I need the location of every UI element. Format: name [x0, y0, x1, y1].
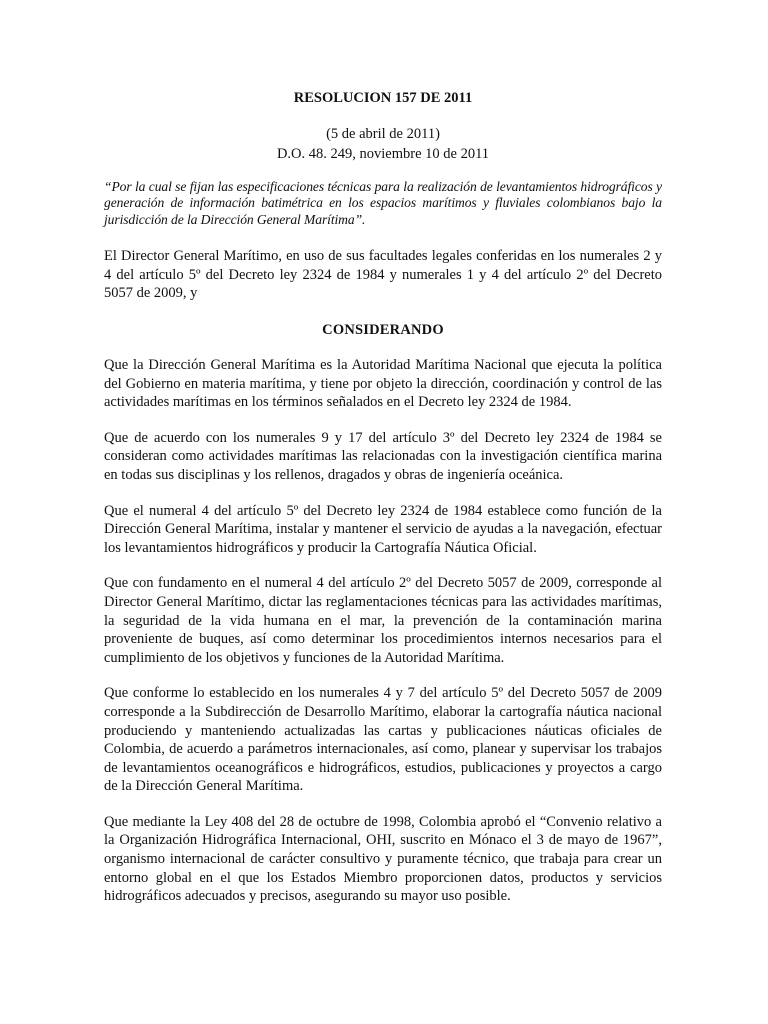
considerando-paragraph: Que el numeral 4 del artículo 5º del Decreto ley 2324 de 1984 establece como función de la Dirección General Marítima, instalar y mantener el servicio de ayudas a la navegación, efectuar los levantamientos hidrográficos y producir la Cartografía Náutica Oficial.	[104, 502, 662, 556]
considerando-paragraph: Que con fundamento en el numeral 4 del artículo 2º del Decreto 5057 de 2009, corresponde al Director General Marítimo, dictar las reglamentaciones técnicas para las actividades marítimas, la seguridad de la vida humana en el mar, la prevención de la contaminación marina proveniente de buques, así como determinar los procedimientos internos necesarios para el cumplimiento de los objetivos y funciones de la Autoridad Marítima.	[104, 575, 662, 666]
considerando-heading: CONSIDERANDO	[322, 322, 444, 338]
resolution-date: (5 de abril de 2011)	[326, 126, 440, 142]
intro-paragraph: El Director General Marítimo, en uso de sus facultades legales conferidas en los numerales 2 y 4 del artículo 5º del Decreto ley 2324 de 1984 y numerales 1 y 4 del artículo 2º del Decreto 5057 de 2009, y	[104, 248, 662, 302]
gazette-reference: D.O. 48. 249, noviembre 10 de 2011	[276, 146, 490, 162]
considerando-paragraph: Que de acuerdo con los numerales 9 y 17 del artículo 3º del Decreto ley 2324 de 1984 se consideran como actividades marítimas las relacionadas con la investigación científica marina en todas sus disciplinas y los rellenos, dragados y obras de ingeniería oceánica.	[104, 429, 662, 483]
considerando-paragraph: Que mediante la Ley 408 del 28 de octubre de 1998, Colombia aprobó el “Convenio relativo a la Organización Hidrográfica Internacional, OHI, suscrito en Mónaco el 3 de mayo de 1967”, organismo internacional de carácter consultivo y puramente técnico, que trabaja para crear un entorno global en el que los Estados Miembro proporcionen datos, productos y servicios hidrográficos adecuados y precisos, asegurando su mayor uso posible.	[104, 813, 662, 905]
resolution-title: RESOLUCION 157 DE 2011	[293, 90, 473, 106]
date-block	[104, 124, 662, 164]
considerando-paragraph: Que conforme lo establecido en los numerales 4 y 7 del artículo 5º del Decreto 5057 de 2009 corresponde a la Subdirección de Desarrollo Marítimo, elaborar la cartografía náutica nacional produciendo y manteniendo actualizadas las cartas y publicaciones náuticas oficiales de Colombia, de acuerdo a parámetros internacionales, así como, planear y supervisar los trabajos de levantamientos oceanográficos e hidrográficos, estudios, publicaciones y proyectos a cargo de la Dirección General Marítima.	[104, 685, 662, 795]
resolution-subject: “Por la cual se fijan las especificaciones técnicas para la realización de levantamientos hidrográficos y generación de información batimétrica en los espacios marítimos y fluviales colombianos bajo la jurisdicción de la Dirección General Marítima”.	[104, 179, 662, 227]
considerando-paragraph: Que la Dirección General Marítima es la Autoridad Marítima Nacional que ejecuta la política del Gobierno en materia marítima, y tiene por objeto la dirección, coordinación y control de las actividades marítimas en los términos señalados en el Decreto ley 2324 de 1984.	[104, 357, 662, 411]
document-page	[104, 88, 662, 923]
